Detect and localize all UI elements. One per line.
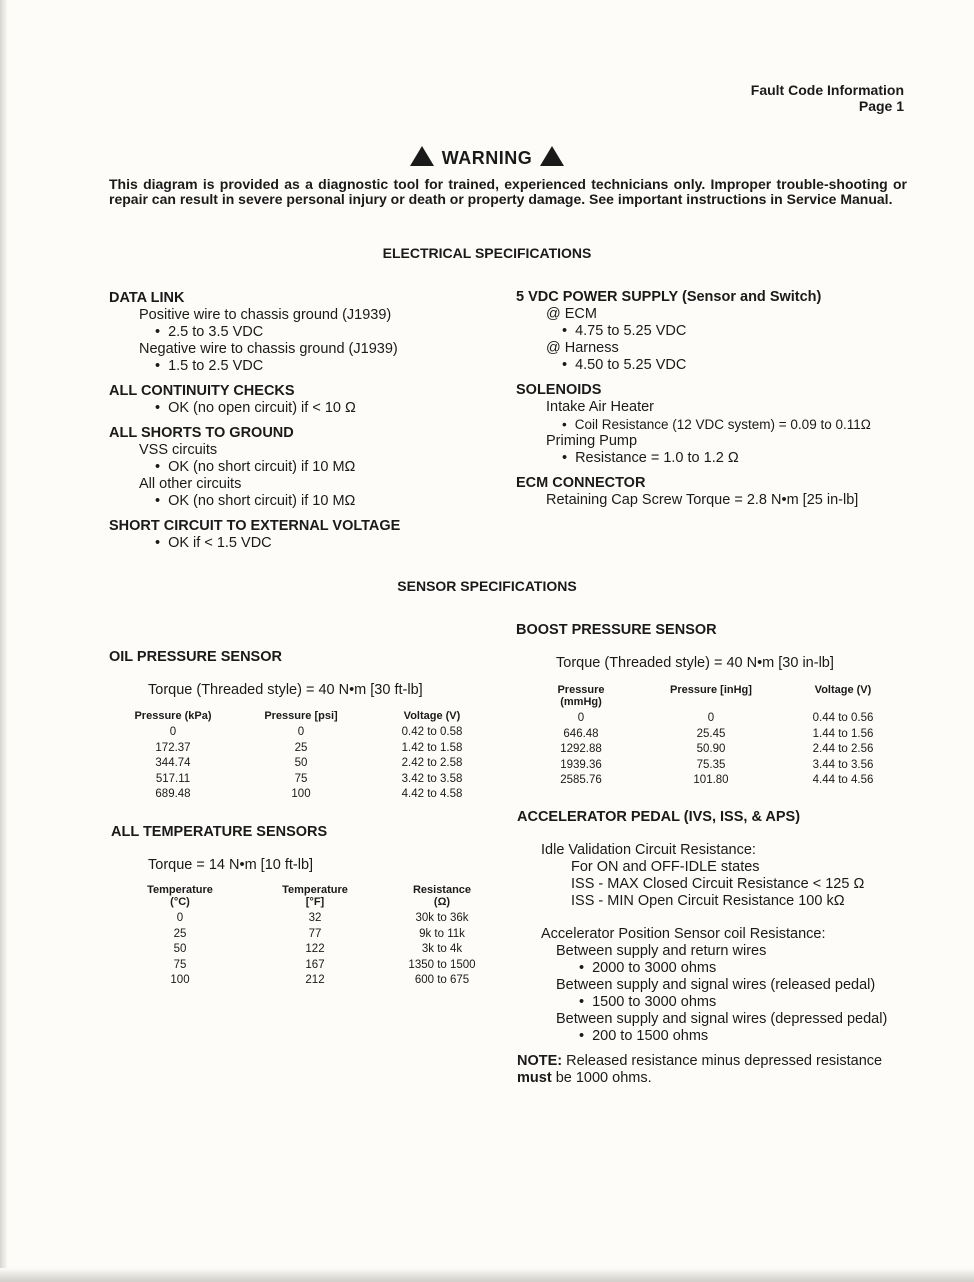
- pedal-idle-states: For ON and OFF-IDLE states: [571, 859, 760, 875]
- table-cell: 689.48: [155, 788, 191, 800]
- pedal-note: [517, 1053, 927, 1087]
- shorts-vss-value: • OK (no short circuit) if 10 MΩ: [109, 459, 489, 476]
- data-link-negative-value: • 1.5 to 2.5 VDC: [109, 358, 489, 375]
- pedal-depressed-value: • 200 to 1500 ohms: [517, 1028, 927, 1045]
- table-row: [128, 942, 486, 958]
- header-page: Page 1: [858, 98, 904, 114]
- pedal-iss-min: ISS - MIN Open Circuit Resistance 100 kΩ: [571, 893, 845, 909]
- table-row: [540, 727, 886, 743]
- pedal-released-value: • 1500 to 3000 ohms: [517, 994, 927, 1011]
- data-link-positive-value: • 2.5 to 3.5 VDC: [109, 324, 489, 341]
- table-cell: 0: [707, 712, 715, 724]
- data-link-positive: Positive wire to chassis ground (J1939): [139, 307, 392, 323]
- warning-triangle-icon: [410, 146, 434, 166]
- table-cell: 4.42 to 4.58: [401, 788, 463, 800]
- header-line: Pressure [inHg]: [670, 684, 752, 696]
- header-line: Pressure: [557, 684, 605, 696]
- table-row: [128, 958, 486, 974]
- table-cell: 1939.36: [560, 758, 602, 771]
- table-header: [232, 884, 398, 911]
- table-cell: 122: [305, 943, 325, 955]
- table-cell: 1292.88: [560, 743, 602, 755]
- note-text: Released resistance minus depressed resistance: [566, 1053, 883, 1069]
- table-cell: 0: [176, 912, 184, 924]
- table-cell: 9k to 11k: [419, 927, 465, 940]
- table-cell: 100: [291, 788, 311, 800]
- table-row: [128, 927, 486, 943]
- note-end: be 1000 ohms.: [555, 1070, 652, 1086]
- warning-triangle-icon: [540, 146, 564, 166]
- power-heading: 5 VDC POWER SUPPLY (Sensor and Switch): [516, 289, 822, 305]
- continuity-heading: ALL CONTINUITY CHECKS: [109, 383, 295, 399]
- electrical-left-column: [109, 290, 489, 552]
- table-cell: 50: [173, 943, 187, 955]
- pedal-aps: Accelerator Position Sensor coil Resistance:: [541, 926, 826, 942]
- table-cell: 75: [294, 772, 308, 785]
- shorts-vss: VSS circuits: [139, 442, 218, 458]
- table-cell: 0: [169, 726, 177, 738]
- pedal-supply-return-value: • 2000 to 3000 ohms: [517, 960, 927, 977]
- data-link-negative: Negative wire to chassis ground (J1939): [139, 341, 398, 357]
- table-cell: 2.44 to 2.56: [812, 743, 874, 755]
- shorts-heading: ALL SHORTS TO GROUND: [109, 425, 294, 441]
- boost-torque: Torque (Threaded style) = 40 N•m [30 in-lb]: [556, 655, 834, 671]
- note-label: NOTE:: [517, 1053, 563, 1069]
- table-cell: 75: [173, 958, 187, 971]
- power-ecm: @ ECM: [546, 306, 597, 322]
- table-cell: 32: [308, 912, 322, 924]
- shorts-other-value: • OK (no short circuit) if 10 MΩ: [109, 493, 489, 510]
- solenoids-priming: Priming Pump: [546, 433, 638, 449]
- table-cell: 212: [305, 974, 325, 986]
- header-line: Resistance: [412, 884, 472, 896]
- table-cell: 1350 to 1500: [408, 958, 476, 971]
- table-cell: 3.42 to 3.58: [401, 772, 463, 785]
- table-cell: 2.42 to 2.58: [401, 757, 463, 769]
- table-cell: 646.48: [563, 727, 599, 740]
- table-cell: 25: [173, 927, 187, 940]
- table-header: [398, 884, 486, 911]
- oil-heading: OIL PRESSURE SENSOR: [109, 649, 282, 665]
- table-row: [128, 911, 486, 927]
- table-header: [540, 684, 622, 711]
- table-cell: 0: [577, 712, 585, 724]
- page-edge-bottom: [0, 1268, 974, 1282]
- header-line: (Ω): [433, 896, 451, 908]
- table-cell: 25.45: [696, 727, 726, 740]
- temp-torque: Torque = 14 N•m [10 ft-lb]: [148, 857, 314, 873]
- pedal-released: Between supply and signal wires (released pedal): [556, 977, 876, 993]
- page-edge: [0, 0, 8, 1282]
- table-header: Voltage (V): [403, 710, 461, 722]
- table-cell: 101.80: [693, 774, 729, 786]
- page-header: [751, 82, 904, 114]
- table-header: Pressure [psi]: [264, 710, 338, 722]
- boost-pressure-table: [540, 684, 886, 789]
- table-cell: 2585.76: [560, 774, 602, 786]
- power-ecm-value: • 4.75 to 5.25 VDC: [516, 323, 916, 340]
- pedal-supply-return: Between supply and return wires: [556, 943, 767, 959]
- warning-title: [0, 146, 974, 169]
- table-cell: 25: [294, 741, 308, 754]
- connector-value: Retaining Cap Screw Torque = 2.8 N•m [25 in-lb]: [546, 492, 859, 508]
- table-cell: 600 to 675: [414, 974, 470, 986]
- table-cell: 100: [170, 974, 190, 986]
- pedal-heading: ACCELERATOR PEDAL (IVS, ISS, & APS): [517, 809, 801, 825]
- temp-heading: ALL TEMPERATURE SENSORS: [111, 824, 328, 840]
- table-cell: 517.11: [155, 772, 191, 785]
- external-heading: SHORT CIRCUIT TO EXTERNAL VOLTAGE: [109, 518, 401, 534]
- table-row: [540, 773, 886, 789]
- pedal-depressed: Between supply and signal wires (depressed pedal): [556, 1011, 888, 1027]
- solenoids-intake-value: • Coil Resistance (12 VDC system) = 0.09 to 0.11Ω: [516, 416, 916, 433]
- sensor-title: SENSOR SPECIFICATIONS: [397, 578, 577, 594]
- header-line: (mmHg): [560, 696, 602, 708]
- data-link-heading: DATA LINK: [109, 290, 185, 306]
- power-harness: @ Harness: [546, 340, 619, 356]
- pedal-iss-max: ISS - MAX Closed Circuit Resistance < 125 Ω: [571, 876, 865, 892]
- table-cell: 344.74: [155, 757, 191, 769]
- table-row: [120, 725, 488, 741]
- table-row: [128, 973, 486, 989]
- oil-pressure-table: [120, 710, 488, 803]
- solenoids-priming-value: • Resistance = 1.0 to 1.2 Ω: [516, 450, 916, 467]
- table-cell: 0.42 to 0.58: [401, 726, 463, 738]
- header-line: (°C): [170, 896, 190, 908]
- table-cell: 0: [297, 726, 305, 738]
- table-cell: 1.44 to 1.56: [812, 727, 874, 740]
- table-cell: 0.44 to 0.56: [812, 712, 874, 724]
- table-header: Pressure (kPa): [134, 710, 212, 722]
- table-cell: 4.44 to 4.56: [812, 774, 874, 786]
- electrical-right-column: [516, 289, 916, 509]
- table-header: [128, 884, 232, 911]
- header-title: Fault Code Information: [750, 82, 904, 98]
- table-cell: 172.37: [155, 741, 191, 754]
- header-line: Voltage (V): [814, 684, 872, 696]
- header-line: [°F]: [305, 896, 325, 908]
- table-cell: 75.35: [696, 758, 726, 771]
- boost-heading: BOOST PRESSURE SENSOR: [516, 622, 717, 638]
- pedal-idle: Idle Validation Circuit Resistance:: [541, 842, 756, 858]
- table-header: [800, 684, 886, 711]
- electrical-title: ELECTRICAL SPECIFICATIONS: [382, 245, 592, 261]
- table-row: [120, 787, 488, 803]
- table-cell: 77: [308, 927, 322, 940]
- oil-torque: Torque (Threaded style) = 40 N•m [30 ft-lb]: [148, 682, 423, 698]
- table-row: [540, 758, 886, 774]
- note-must: must: [517, 1070, 552, 1086]
- table-cell: 167: [305, 958, 325, 971]
- table-row: [120, 741, 488, 757]
- solenoids-heading: SOLENOIDS: [516, 382, 602, 398]
- shorts-other: All other circuits: [139, 476, 242, 492]
- table-row: [540, 742, 886, 758]
- warning-text: This diagram is provided as a diagnostic tool for trained, experienced technicians only. Improper trouble-shooting or repair can result in severe personal injury or death or property damage. See important instructions in Service Manual.: [109, 176, 907, 207]
- temperature-table: [128, 884, 486, 989]
- table-cell: 30k to 36k: [415, 912, 469, 924]
- table-row: [120, 756, 488, 772]
- continuity-value: • OK (no open circuit) if < 10 Ω: [109, 400, 489, 417]
- power-harness-value: • 4.50 to 5.25 VDC: [516, 357, 916, 374]
- warning-label: WARNING: [441, 148, 533, 168]
- table-cell: 3k to 4k: [421, 943, 463, 955]
- solenoids-intake: Intake Air Heater: [546, 399, 654, 415]
- header-line: Temperature: [282, 884, 348, 896]
- table-row: [540, 711, 886, 727]
- table-cell: 3.44 to 3.56: [812, 758, 874, 771]
- table-header: [622, 684, 800, 711]
- connector-heading: ECM CONNECTOR: [516, 475, 646, 491]
- table-cell: 1.42 to 1.58: [401, 741, 463, 754]
- table-row: [120, 772, 488, 788]
- header-line: Temperature: [147, 884, 213, 896]
- external-value: • OK if < 1.5 VDC: [109, 535, 489, 552]
- table-cell: 50: [294, 757, 308, 769]
- pedal-section: [517, 809, 927, 1087]
- table-cell: 50.90: [696, 743, 726, 755]
